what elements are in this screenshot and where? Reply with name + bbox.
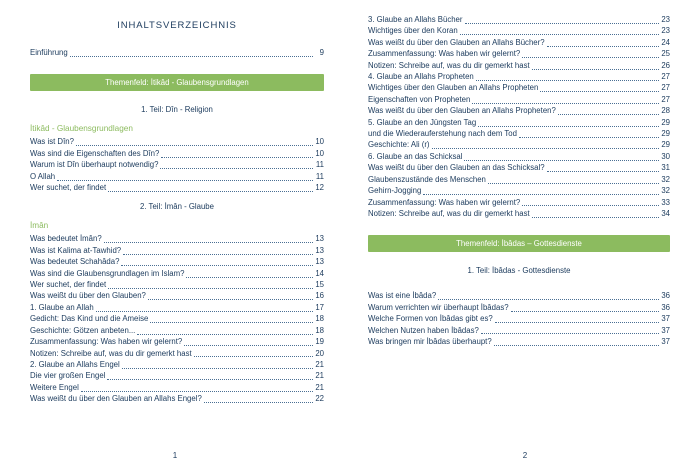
toc-entry[interactable] [30,370,324,381]
page-title: INHALTSVERZEICHNIS [117,20,237,31]
toc-entry-page: 27 [661,83,670,93]
toc-entry[interactable] [30,313,324,324]
toc-entry[interactable] [368,128,670,139]
toc-entry[interactable] [368,82,670,93]
toc-entry[interactable] [368,174,670,185]
toc-entry-label: Gedicht: Das Kind und die Ameise [30,314,149,324]
toc-entry-page: 17 [315,302,324,312]
leader-dots [476,73,659,81]
toc-entry[interactable] [30,268,324,279]
toc-entry-page: 13 [315,245,324,255]
toc-entry[interactable] [30,171,324,182]
toc-entry-label: 3. Glaube an Allahs Bücher [368,15,463,24]
leader-dots [460,27,659,35]
toc-entry[interactable] [368,290,670,301]
leader-dots [522,50,659,58]
toc-entry-label: Was sind die Glaubensgrundlagen im Islam? [30,268,185,278]
toc-entry-label: Glaubenszustände des Menschen [368,174,486,184]
toc-entry-page: 14 [315,268,324,278]
toc-entry-page: 31 [661,163,670,173]
toc-entry-page: 9 [319,48,324,57]
toc-entry-label: Zusammenfassung: Was haben wir gelernt? [368,197,521,207]
toc-entry-label: Was bedeutet Schahâda? [30,257,120,267]
toc-entry-label: Was sind die Eigenschaften des Dîn? [30,148,160,158]
toc-entry-label: Was weißt du über den Glauben an Allahs Propheten? [368,106,556,116]
toc-entry[interactable] [30,382,324,393]
toc-entry-page: 34 [661,208,670,218]
toc-entry-page: 21 [315,371,324,381]
toc-entry[interactable] [30,136,324,147]
toc-entry-page: 29 [661,129,670,139]
leader-dots [438,292,659,300]
leader-dots [558,107,659,115]
toc-entry-page: 26 [661,60,670,70]
toc-entry-page: 23 [661,15,670,24]
leader-dots [184,338,313,346]
toc-entry[interactable] [368,162,670,173]
toc-entry-page: 12 [315,183,324,193]
toc-entry-page: 11 [315,160,324,170]
toc-entry[interactable] [30,348,324,359]
toc-entry[interactable] [368,325,670,336]
leader-dots [488,176,659,184]
toc-entry-label: Wichtiges über den Koran [368,26,458,36]
page-number-left: 1 [172,451,178,460]
toc-entry-page: 27 [661,94,670,104]
toc-entry[interactable] [368,25,670,36]
toc-entry-label: 6. Glaube an das Schicksal [368,151,463,161]
leader-dots [494,338,659,346]
part-label-1: 1. Teil: Dîn - Religion [141,105,213,115]
toc-entry[interactable] [368,14,670,25]
leader-dots [108,184,313,192]
toc-entry-page: 22 [315,394,324,404]
toc-entry[interactable] [30,279,324,290]
section-band-itikad: Themenfeld: İtikâd - Glaubensgrundlagen [30,74,324,91]
toc-entry-page: 16 [315,291,324,301]
leader-dots [478,119,659,127]
toc-list-section2 [30,233,324,404]
part-label-ibadas: 1. Teil: İbâdas - Gottesdienste [467,266,571,276]
toc-entry-label: Wichtiges über den Glauben an Allahs Propheten [368,83,539,93]
toc-entry-label: Weitere Engel [30,382,79,392]
toc-entry-page: 11 [315,171,324,181]
toc-entry[interactable] [368,336,670,347]
leader-dots [522,198,659,206]
toc-entry[interactable] [30,302,324,313]
leader-dots [76,138,313,146]
toc-entry-page: 32 [661,186,670,196]
leader-dots [547,39,659,47]
leader-dots [204,395,313,403]
toc-entry-page: 18 [315,325,324,335]
leader-dots [432,141,659,149]
leader-dots [160,161,313,169]
toc-entry[interactable] [30,256,324,267]
toc-entry[interactable] [368,117,670,128]
leader-dots [122,361,313,369]
toc-entry-page: 10 [315,148,324,158]
toc-entry-label: Was ist eine İbâda? [368,291,437,301]
leader-dots [150,315,313,323]
toc-entry-page: 10 [315,137,324,147]
toc-entry-page: 21 [315,359,324,369]
toc-entry-label: und die Wiederauferstehung nach dem Tod [368,129,517,139]
toc-entry[interactable] [368,60,670,71]
leader-dots [464,153,659,161]
toc-entry[interactable] [368,71,670,82]
part-label-2: 2. Teil: İmân - Glaube [140,202,214,212]
toc-entry-label: Was weißt du über den Glauben an das Schicksal? [368,163,545,173]
leader-dots [511,304,659,312]
toc-entry-label: Was ist Dîn? [30,137,74,147]
section-band-ibadas: Themenfeld: İbâdas – Gottesdienste [368,235,670,252]
toc-entry-label: Warum verrichten wir überhaupt İbâdas? [368,302,509,312]
toc-entry-page: 37 [661,325,670,335]
toc-entry-page: 23 [661,26,670,36]
toc-entry[interactable] [30,148,324,159]
leader-dots [81,384,313,392]
toc-entry-label: Was bedeutet İmân? [30,234,102,244]
toc-entry-label: Geschichte: Götzen anbeten... [30,325,136,335]
toc-entry-label: Welche Formen von İbâdas gibt es? [368,314,493,324]
leader-dots [108,281,313,289]
toc-entry[interactable] [30,359,324,370]
toc-entry-label: Gehirn-Jogging [368,186,422,196]
leader-dots [194,349,313,357]
toc-entry-page: 36 [661,302,670,312]
leader-dots [123,247,313,255]
toc-entry[interactable] [368,185,670,196]
toc-entry-page: 15 [315,280,324,290]
toc-entry-page: 19 [315,337,324,347]
toc-entry-label: 1. Glaube an Allah [30,302,94,312]
toc-entry-label: Was weißt du über den Glauben an Allahs Engel? [30,394,202,404]
toc-entry-page: 21 [315,382,324,392]
toc-entry-label: Wer suchet, der findet [30,280,107,290]
leader-dots [107,372,313,380]
toc-entry[interactable] [30,336,324,347]
toc-entry-label: 2. Glaube an Allahs Engel [30,359,120,369]
toc-entry-label: Was weißt du über den Glauben? [30,291,146,301]
toc-entry-page: 28 [661,106,670,116]
toc-entry[interactable] [368,48,670,59]
toc-entry[interactable] [30,47,324,58]
toc-entry-page: 25 [661,49,670,59]
toc-entry-page: 13 [315,257,324,267]
toc-entry[interactable] [368,208,670,219]
toc-entry-page: 37 [661,314,670,324]
toc-entry[interactable] [30,159,324,170]
leader-dots [532,210,659,218]
toc-entry[interactable] [368,151,670,162]
subsection-heading-itikad: İtikâd - Glaubensgrundlagen [30,124,133,134]
leader-dots [472,96,659,104]
toc-entry-page: 29 [661,140,670,150]
toc-entry-label: Was weißt du über den Glauben an Allahs Bücher? [368,37,545,47]
toc-entry-page: 24 [661,37,670,47]
toc-entry-label: Was bringen mir İbâdas überhaupt? [368,336,492,346]
leader-dots [532,62,659,70]
leader-dots [104,235,313,243]
toc-entry[interactable] [30,233,324,244]
toc-entry-label: Die vier großen Engel [30,371,106,381]
leader-dots [423,187,659,195]
leader-dots [161,150,313,158]
toc-entry-label: O Allah [30,171,56,181]
toc-entry-page: 33 [661,197,670,207]
toc-entry-page: 13 [315,234,324,244]
toc-entry-label: 4. Glaube an Allahs Propheten [368,72,474,82]
leader-dots [137,327,313,335]
toc-list-section1 [30,136,324,193]
toc-entry-label: Notizen: Schreibe auf, was du dir gemerkt hast [368,208,530,218]
toc-entry[interactable] [368,302,670,313]
leader-dots [121,258,313,266]
leader-dots [186,270,313,278]
toc-entry-label: Zusammenfassung: Was haben wir gelernt? [368,49,521,59]
leader-dots [70,49,313,57]
leader-dots [57,173,313,181]
toc-entry-label: Notizen: Schreibe auf, was du dir gemerkt hast [368,60,530,70]
toc-entry-label: Zusammenfassung: Was haben wir gelernt? [30,337,183,347]
toc-entry-label: Welchen Nutzen haben İbâdas? [368,325,479,335]
toc-entry-label: Wer suchet, der findet [30,183,107,193]
leader-dots [481,326,659,334]
toc-entry-page: 27 [661,72,670,82]
page-number-right: 2 [522,451,528,460]
toc-entry[interactable] [30,290,324,301]
toc-entry[interactable] [368,94,670,105]
toc-entry-page: 32 [661,174,670,184]
toc-entry[interactable] [368,313,670,324]
toc-entry-page: 36 [661,291,670,301]
toc-entry-label: Was ist Kalima at-Tawhid? [30,245,122,255]
leader-dots [547,164,659,172]
toc-entry[interactable] [368,139,670,150]
toc-entry-page: 29 [661,117,670,127]
toc-entry[interactable] [368,197,670,208]
toc-entry-label: 5. Glaube an den Jüngsten Tag [368,117,477,127]
toc-entry[interactable] [368,37,670,48]
toc-entry[interactable] [368,105,670,116]
toc-list-right-bottom [368,290,670,347]
leader-dots [519,130,659,138]
subsection-heading-iman: İmân [30,221,49,231]
toc-entry-page: 20 [315,348,324,358]
toc-entry-label: Eigenschaften von Propheten [368,94,471,104]
toc-entry-label: Geschichte: Ali (r) [368,140,430,150]
toc-entry[interactable] [30,182,324,193]
toc-entry-label: Einführung [30,48,68,57]
leader-dots [148,292,313,300]
toc-entry[interactable] [30,245,324,256]
right-column [350,0,700,470]
toc-entry-label: Warum ist Dîn überhaupt notwendig? [30,160,159,170]
toc-entry-page: 30 [661,151,670,161]
toc-entry-label: Notizen: Schreibe auf, was du dir gemerkt hast [30,348,192,358]
leader-dots [96,304,313,312]
toc-entry-page: 37 [661,336,670,346]
leader-dots [465,16,660,24]
toc-entry[interactable] [30,325,324,336]
leader-dots [540,84,659,92]
toc-entry-page: 18 [315,314,324,324]
toc-entry[interactable] [30,393,324,404]
leader-dots [495,315,659,323]
toc-list-right-top [368,14,670,219]
